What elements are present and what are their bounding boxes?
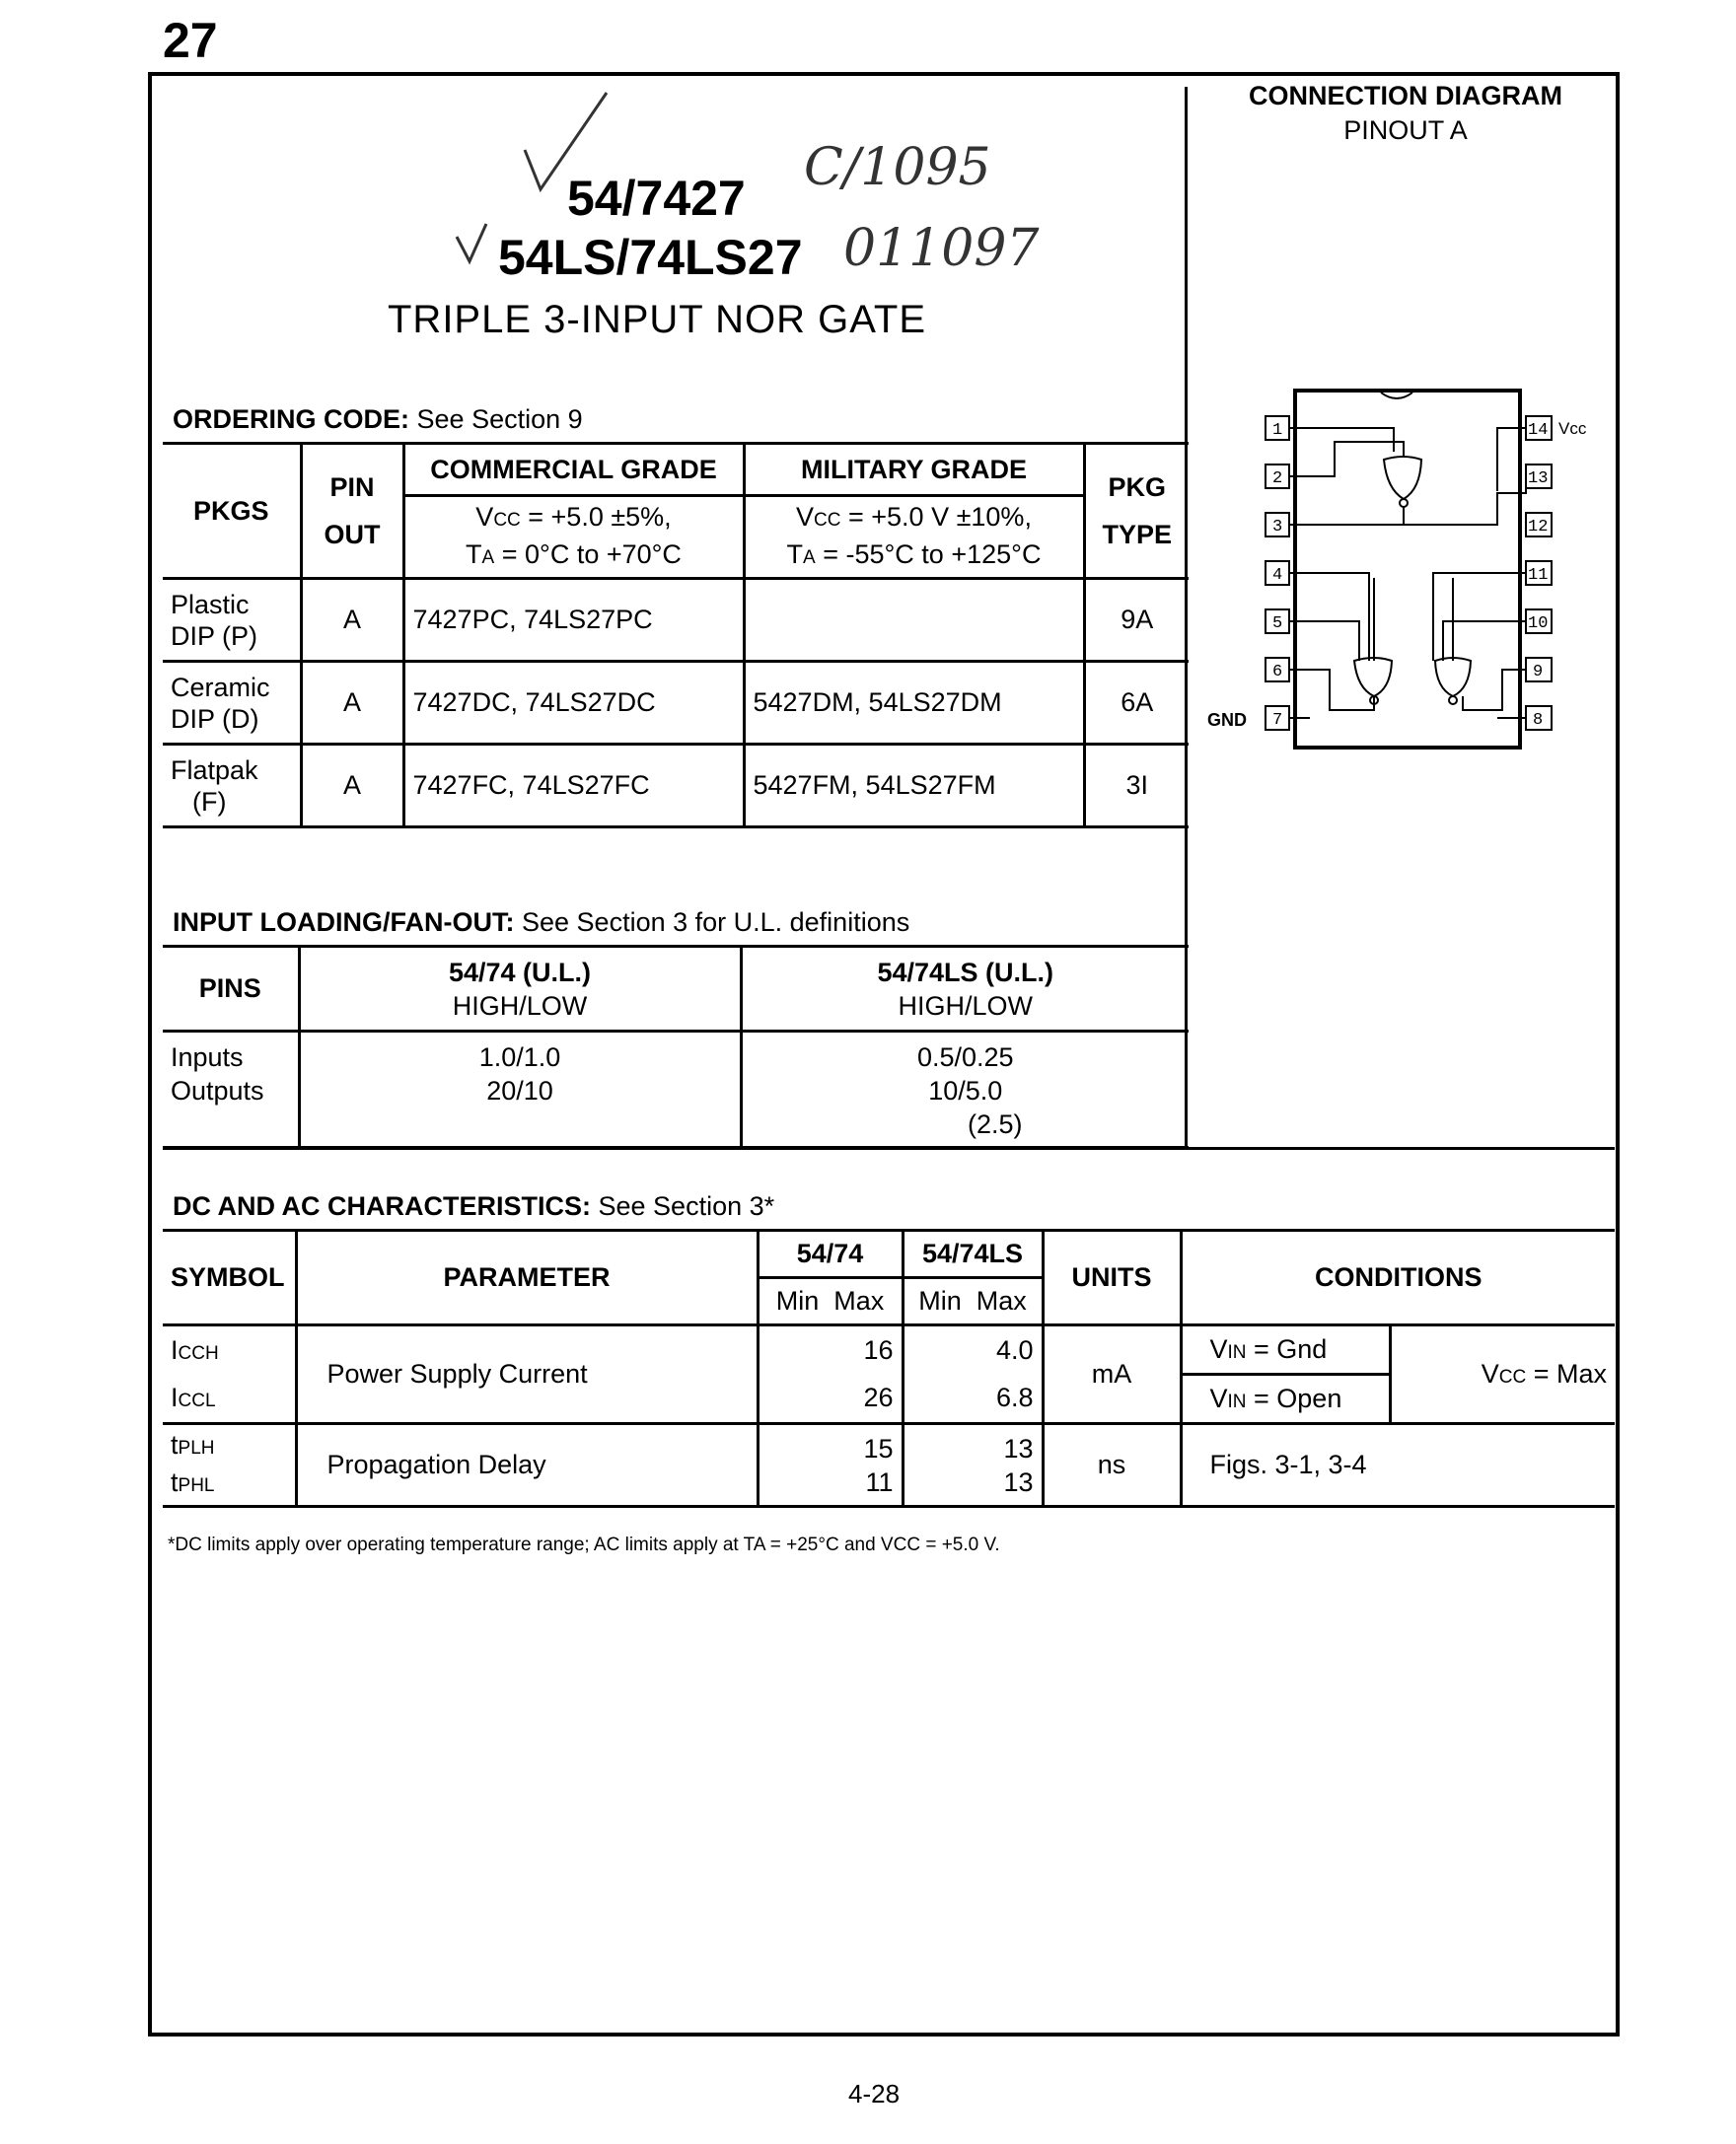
pin-5: 5: [1272, 614, 1283, 633]
title-7427: 54/7427: [567, 171, 746, 226]
table-row: ICCL 26 6.8 VIN = Open: [163, 1375, 1615, 1424]
pin-6: 6: [1272, 663, 1283, 681]
page-footer: 4-28: [848, 2079, 901, 2108]
connection-subtitle: PINOUT A: [1343, 115, 1468, 145]
pin-1: 1: [1272, 421, 1283, 440]
pin-13: 13: [1528, 469, 1549, 488]
pin-11: 11: [1528, 566, 1549, 585]
dcac-table: SYMBOL PARAMETER 54/74 54/74LS UNITS CONDITIONS Min Max Min Max ICCH Power Supply Current 16 4.0 mA VIN = Gnd VCC = Max ICCL 26 6.8 VIN = Open tPLH tPHL Propagation Delay 15 11 13 13 ns Figs. 3-1, 3-4: [163, 1229, 1615, 1508]
dcac-heading: DC AND AC CHARACTERISTICS: See Section 3*: [173, 1191, 775, 1221]
pin-14: 14: [1528, 421, 1549, 440]
pin-8: 8: [1533, 711, 1544, 730]
col-pkgs: PKGS: [163, 444, 301, 579]
table-row: Ceramic DIP (D) A 7427DC, 74LS27DC 5427DM, 54LS27DM 6A: [163, 662, 1189, 745]
page-number: 27: [163, 13, 218, 68]
pin-10: 10: [1528, 614, 1549, 633]
vcc-label: Vcc: [1558, 419, 1587, 438]
table-row: Plastic DIP (P) A 7427PC, 74LS27PC 9A: [163, 579, 1189, 662]
gnd-label: GND: [1207, 710, 1247, 730]
pin-4: 4: [1272, 566, 1283, 585]
pin-7: 7: [1272, 711, 1283, 730]
pin-2: 2: [1272, 469, 1283, 488]
table-row: ICCH Power Supply Current 16 4.0 mA VIN = Gnd VCC = Max: [163, 1325, 1615, 1375]
pin-9: 9: [1533, 663, 1544, 681]
pin-3: 3: [1272, 518, 1283, 536]
pinout-diagram: [1201, 383, 1616, 757]
handwriting-2: 011097: [843, 219, 1040, 278]
table-row: tPLH tPHL Propagation Delay 15 11 13 13 ns Figs. 3-1, 3-4: [163, 1424, 1615, 1507]
title-74ls27: 54LS/74LS27: [498, 230, 803, 285]
pin-12: 12: [1528, 518, 1549, 536]
ordering-heading: ORDERING CODE: See Section 9: [173, 404, 583, 434]
footnote: *DC limits apply over operating temperature range; AC limits apply at TA = +25°C and VCC = +5.0 V.: [168, 1535, 1000, 1555]
connection-title: CONNECTION DIAGRAM: [1249, 81, 1562, 110]
checkmark-2: [452, 222, 501, 271]
table-row: Flatpak (F) A 7427FC, 74LS27FC 5427FM, 54LS27FM 3I: [163, 745, 1189, 827]
ordering-table: PKGS PIN OUT COMMERCIAL GRADE MILITARY GRADE PKG TYPE VCC = +5.0 ±5%, TA = 0°C to +70°C VCC = +5.0 V ±10%, TA = -55°C to +125°C Plastic DIP (P) A 7427PC, 74LS27PC 9A Ceramic DIP (D) A 7427DC, 74LS27DC 5427DM, 54LS27DM 6A Flatpak (F) A 7427FC, 74LS27FC 5427FM, 54LS27FM 3I: [163, 442, 1189, 828]
subtitle: TRIPLE 3-INPUT NOR GATE: [388, 298, 927, 341]
table-row: Inputs Outputs 1.0/1.0 20/10 0.5/0.25 10/5.0 (2.5): [163, 1032, 1189, 1148]
loading-table: PINS 54/74 (U.L.) HIGH/LOW 54/74LS (U.L.) HIGH/LOW Inputs Outputs 1.0/1.0 20/10 0.5/0.25 10/5.0 (2.5): [163, 945, 1189, 1149]
handwriting-1: C/1095: [804, 138, 991, 197]
loading-heading: INPUT LOADING/FAN-OUT: See Section 3 for U.L. definitions: [173, 907, 910, 937]
